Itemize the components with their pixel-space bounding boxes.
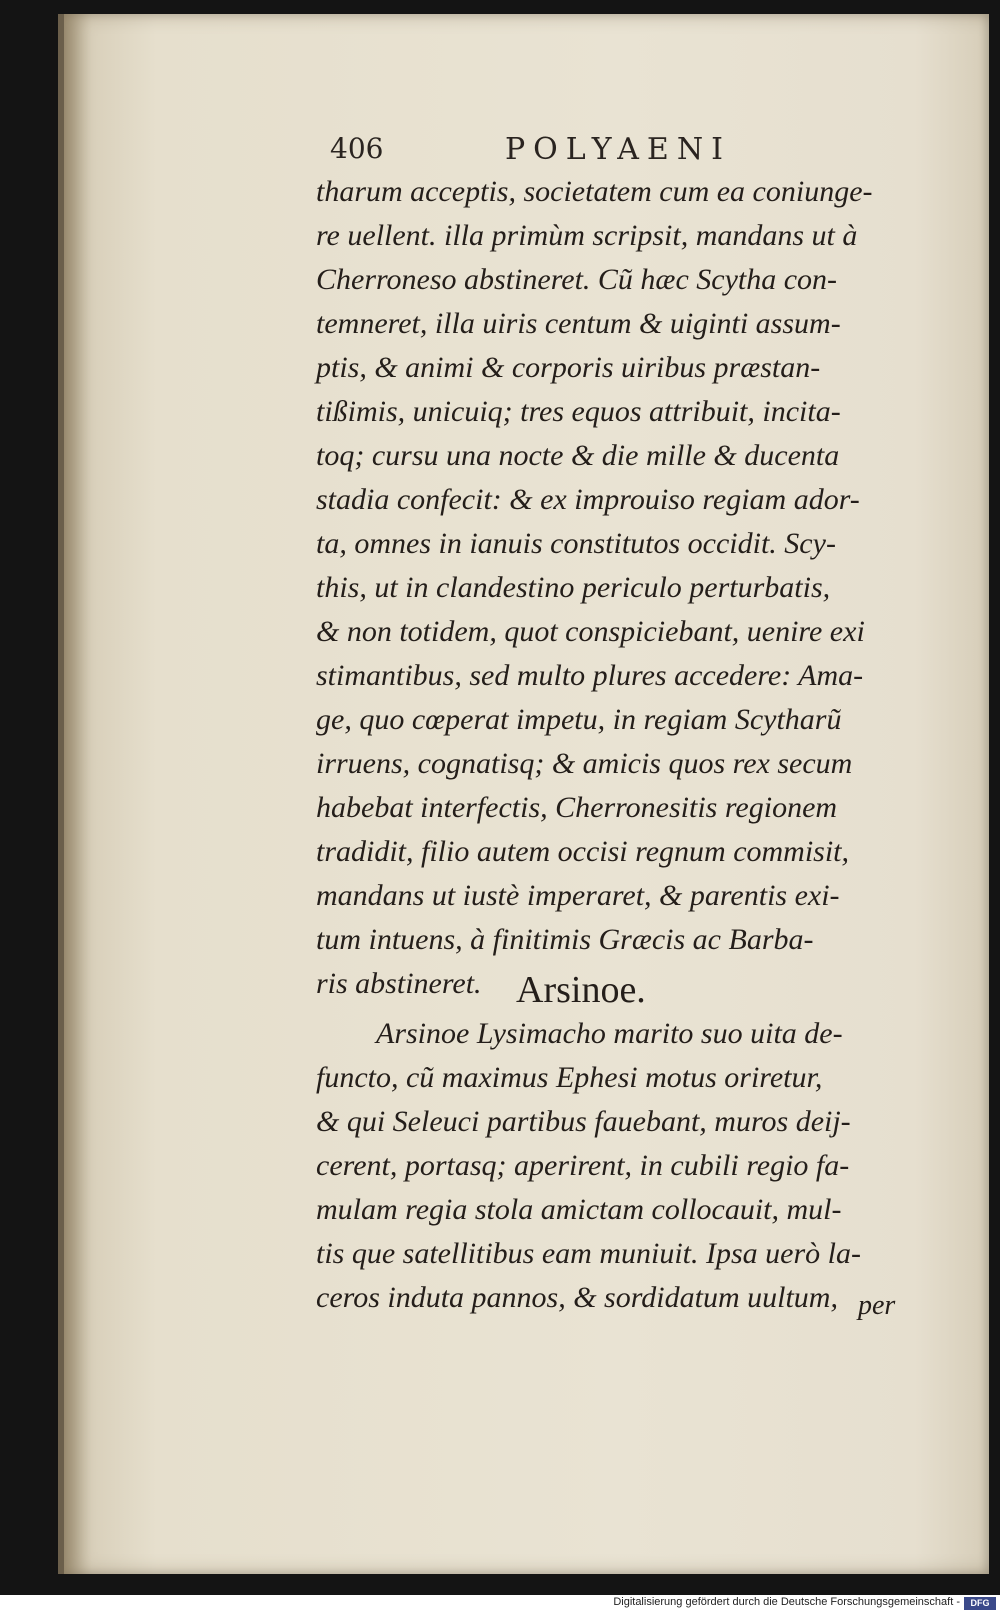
dfg-logo-icon: DFG: [964, 1597, 996, 1610]
text-line: mulam regia stola amictam collocauit, mul-: [316, 1193, 842, 1226]
text-line: habebat interfectis, Cherronesitis regionem: [316, 791, 838, 824]
section-heading: Arsinoe.: [516, 969, 646, 1011]
text-line: tißimis, unicuiq; tres equos attribuit, incita-: [316, 395, 841, 428]
text-line: re uellent. illa primùm scripsit, mandans ut à: [316, 219, 858, 252]
text-line: ceros induta pannos, & sordidatum uultum,: [316, 1281, 838, 1314]
text-line: ge, quo cœperat impetu, in regiam Scytharũ: [316, 703, 842, 736]
footer-credit: Digitalisierung gefördert durch die Deutsche Forschungsgemeinschaft -: [613, 1596, 960, 1608]
text-line: cerent, portasq; aperirent, in cubili regio fa-: [316, 1149, 850, 1182]
text-line: mandans ut iustè imperaret, & parentis exi-: [316, 879, 840, 912]
footer-bar: [0, 1595, 1000, 1613]
text-line: tharum acceptis, societatem cum ea coniunge-: [316, 175, 873, 208]
running-head: [330, 132, 890, 174]
text-line: irruens, cognatisq; & amicis quos rex secum: [316, 747, 853, 780]
text-line: ta, omnes in ianuis constitutos occidit. Scy-: [316, 527, 836, 560]
text-line: Cherroneso abstineret. Cũ hæc Scytha con-: [316, 263, 838, 296]
running-title: POLYAENI: [505, 132, 731, 167]
text-line: functo, cũ maximus Ephesi motus oriretur,: [316, 1061, 823, 1094]
text-line: ptis, & animi & corporis uiribus præstan-: [316, 351, 821, 384]
text-line: Arsinoe Lysimacho marito suo uita de-: [376, 1017, 843, 1050]
body-text: [316, 170, 916, 1006]
page-number: 406: [330, 132, 384, 165]
text-line: tum intuens, à finitimis Græcis ac Barba-: [316, 923, 814, 956]
section-text: [316, 1012, 916, 1320]
text-line: stadia confecit: & ex improuiso regiam ador-: [316, 483, 860, 516]
text-line: this, ut in clandestino periculo perturbatis,: [316, 571, 831, 604]
text-line: tradidit, filio autem occisi regnum commisit,: [316, 835, 850, 868]
text-line: & non totidem, quot conspiciebant, uenire exi: [316, 615, 865, 648]
text-line: temneret, illa uiris centum & uiginti assum-: [316, 307, 841, 340]
text-line: stimantibus, sed multo plures accedere: Ama-: [316, 659, 864, 692]
text-line: tis que satellitibus eam muniuit. Ipsa uerò la-: [316, 1237, 861, 1270]
text-line: & qui Seleuci partibus fauebant, muros deij-: [316, 1105, 851, 1138]
text-line: toq; cursu una nocte & die mille & ducenta: [316, 439, 840, 472]
text-line: ris abstineret.: [316, 967, 482, 1000]
catchword: per: [858, 1290, 896, 1321]
